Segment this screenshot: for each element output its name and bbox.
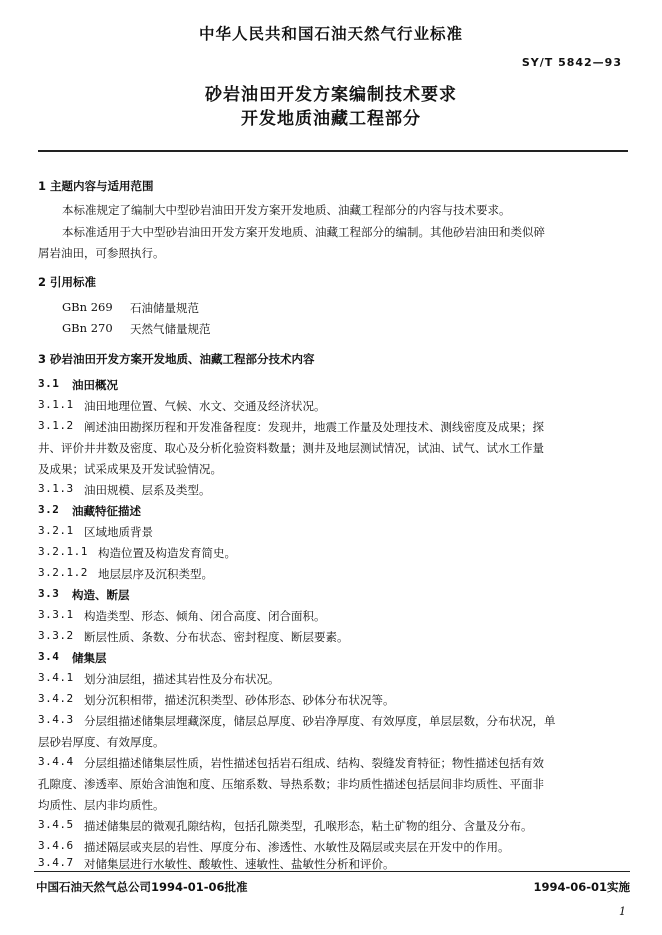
clause-number: 3.2.1.2 [38,566,88,579]
clause-text: 描述储集层的微观孔隙结构，包括孔隙类型，孔喉形态，粘土矿物的组分、含量及分布。 [84,819,533,833]
clause-text: 油田地理位置、气候、水文、交通及经济状况。 [84,399,326,413]
clause-number: 3.4.3 [38,713,74,726]
clause-number: 3.2.1 [38,524,74,537]
clause-number: 3.3.1 [38,608,74,621]
page-number: 1 [619,905,626,918]
clause-text: 区域地质背景 [84,525,153,539]
clause-number: 3.1.2 [38,419,74,432]
clause-text-continuation: 及成果；试采成果及开发试验情况。 [38,462,222,476]
clause-text: 构造位置及构造发育简史。 [98,546,236,560]
clause-number: 3.3.2 [38,629,74,642]
clause-number: 3.2 [38,503,60,516]
document-title-line2: 开发地质油藏工程部分 [241,109,421,129]
clause-number: 3.4.7 [38,856,74,869]
clause-number: 3.4 [38,650,60,663]
section-1-heading: 1 主题内容与适用范围 [38,179,154,193]
clause-text: 对储集层进行水敏性、酸敏性、速敏性、盐敏性分析和评价。 [84,857,395,871]
clause-number: 3.1.1 [38,398,74,411]
clause-number: 3.1 [38,377,60,390]
clause-text: 划分沉积相带，描述沉积类型、砂体形态、砂体分布状况等。 [84,693,395,707]
clause-text: 断层性质、条数、分布状态、密封程度、断层要素。 [84,630,349,644]
clause-text: 分层组描述储集层性质，岩性描述包括岩石组成、结构、裂缝发育特征；物性描述包括有效 [84,756,544,770]
clause-text: 地层层序及沉积类型。 [98,567,213,581]
clause-number: 3.2.1.1 [38,545,88,558]
reference-title: 石油储量规范 [130,301,199,315]
clause-text: 描述隔层或夹层的岩性、厚度分布、渗透性、水敏性及隔层或夹层在开发中的作用。 [84,840,510,854]
footer-divider [34,871,630,872]
clause-heading: 构造、断层 [72,588,130,602]
header-divider [38,150,628,152]
clause-heading: 储集层 [72,651,107,665]
clause-number: 3.4.6 [38,839,74,852]
clause-number: 3.4.2 [38,692,74,705]
implementation-date: 1994-06-01实施 [533,880,630,894]
clause-text: 阐述油田勘探历程和开发准备程度：发现井，地震工作量及处理技术、测线密度及成果；探 [84,420,544,434]
clause-number: 3.4.1 [38,671,74,684]
section-2-heading: 2 引用标准 [38,275,97,289]
clause-text-continuation: 孔隙度、渗透率、原始含油饱和度、压缩系数、导热系数；非均质性描述包括层间非均质性、平面非 [38,777,544,791]
clause-text: 构造类型、形态、倾角、闭合高度、闭合面积。 [84,609,326,623]
section-1-paragraph-2-line-1: 本标准适用于大中型砂岩油田开发方案开发地质、油藏工程部分的编制。其他砂岩油田和类似碎 [62,225,545,239]
section-1-paragraph-2-line-2: 屑岩油田，可参照执行。 [38,246,165,260]
reference-code: GBn 270 [62,321,113,335]
clause-number: 3.3 [38,587,60,600]
section-3-heading: 3 砂岩油田开发方案开发地质、油藏工程部分技术内容 [38,352,315,366]
clause-text-continuation: 均质性、层内非均质性。 [38,798,165,812]
clause-number: 3.4.5 [38,818,74,831]
approval-note: 中国石油天然气总公司1994-01-06批准 [36,880,248,894]
issuing-authority: 中华人民共和国石油天然气行业标准 [198,25,463,43]
document-title-line1: 砂岩油田开发方案编制技术要求 [205,85,457,105]
clause-text: 划分油层组，描述其岩性及分布状况。 [84,672,280,686]
reference-title: 天然气储量规范 [130,322,211,336]
section-1-paragraph-1: 本标准规定了编制大中型砂岩油田开发方案开发地质、油藏工程部分的内容与技术要求。 [62,203,511,217]
reference-code: GBn 269 [62,300,113,314]
clause-text: 分层组描述储集层埋藏深度，储层总厚度、砂岩净厚度、有效厚度，单层层数，分布状况，单 [84,714,556,728]
clause-number: 3.1.3 [38,482,74,495]
clause-heading: 油田概况 [72,378,118,392]
standard-code: SY/T 5842—93 [521,56,622,69]
clause-number: 3.4.4 [38,755,74,768]
clause-text: 油田规模、层系及类型。 [84,483,211,497]
clause-text-continuation: 层砂岩厚度、有效厚度。 [38,735,165,749]
clause-text-continuation: 井、评价井井数及密度、取心及分析化验资料数量；测井及地层测试情况，试油、试气、试水工作量 [38,441,544,455]
clause-heading: 油藏特征描述 [72,504,141,518]
